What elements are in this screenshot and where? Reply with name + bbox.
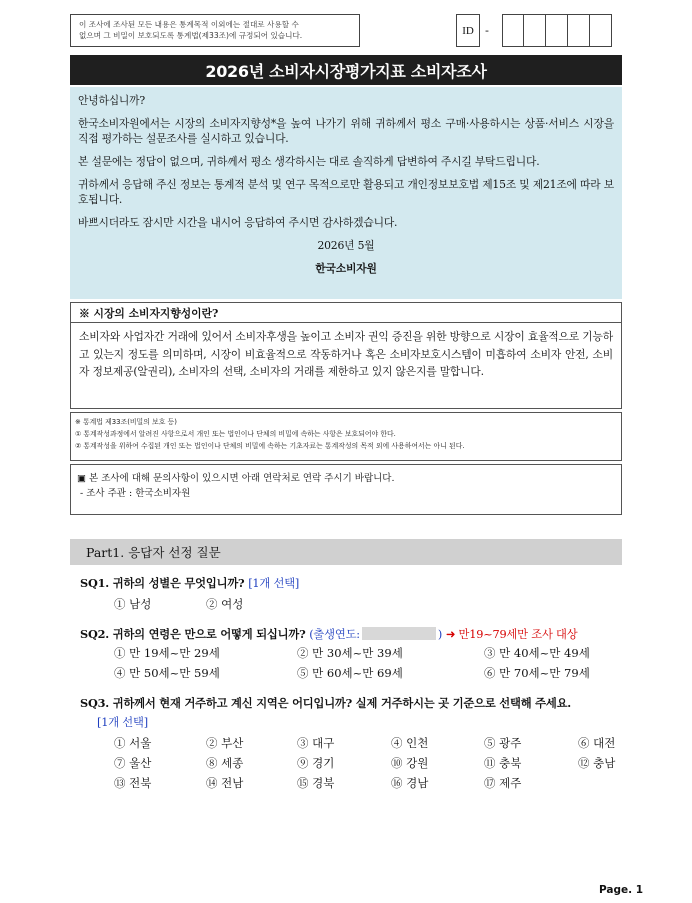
sq3-option[interactable]: ⑰ 제주 [484, 776, 522, 790]
sq2-option[interactable]: ⑤ 만 60세~만 69세 [297, 666, 403, 680]
id-input-boxes[interactable] [502, 14, 612, 47]
sq3-option[interactable]: ⑮ 경북 [297, 776, 335, 790]
contact-box [70, 464, 622, 515]
definition-title: ※ 시장의 소비자지향성이란? [71, 303, 621, 323]
law-line-1: ※ 통계법 제33조(비밀의 보호 등) [75, 418, 177, 426]
sq2-option[interactable]: ③ 만 40세~만 49세 [484, 646, 590, 660]
notice-line-1: 이 조사에 조사된 모든 내용은 통계목적 이외에는 절대로 사용할 수 [79, 20, 299, 29]
intro-para-4: 바쁘시더라도 잠시만 시간을 내시어 응답하여 주시면 감사하겠습니다. [78, 216, 398, 229]
part1-header: Part1. 응답자 선정 질문 [70, 539, 622, 565]
id-label: ID [456, 14, 480, 47]
sq3-option[interactable]: ⑭ 전남 [206, 776, 244, 790]
sq2-birth-label: (출생연도: [309, 628, 360, 641]
intro-para-1: 한국소비자원에서는 시장의 소비자지향성*을 높여 나가기 위해 귀하께서 평소 구매·사용하시는 상품·서비스 시장을 직접 평가하는 설문조사를 실시하고 있습니다. [78, 117, 614, 145]
contact-line-2: - 조사 주관 : 한국소비자원 [77, 488, 191, 499]
sq2-condition: ➜ 만19~79세만 조사 대상 [445, 628, 578, 641]
sq3-option[interactable]: ① 서울 [114, 736, 152, 750]
sq2-option[interactable]: ② 만 30세~만 39세 [297, 646, 403, 660]
law-line-2: ① 통계작성과정에서 알려진 사항으로서 개인 또는 법인이나 단체의 비밀에 속하는 사항은 보호되어야 한다. [75, 430, 396, 438]
definition-box [70, 302, 622, 409]
intro-section [70, 87, 622, 299]
sq3-option[interactable]: ⑨ 경기 [297, 756, 335, 770]
page-number: Page. 1 [599, 884, 644, 896]
intro-greeting: 안녕하십니까? [78, 94, 145, 107]
notice-line-2: 없으며 그 비밀이 보호되도록 통계법(제33조)에 규정되어 있습니다. [79, 31, 303, 40]
definition-body: 소비자와 사업자간 거래에 있어서 소비자후생을 높이고 소비자 권익 증진을 위한 방향으로 시장이 효율적으로 기능하고 있는지 정도를 의미하며, 시장이 비효율적으로 작동하거나 혹은 소비자보호시스템이 미흡하여 소비자 안전, 소비자 정보제공(알권리), 소비자의 선택, 소비자의 거래를 제한하고 있지 않은지를 말합니다. [79, 330, 613, 378]
sq3-option[interactable]: ② 부산 [206, 736, 244, 750]
intro-para-2: 본 설문에는 정답이 없으며, 귀하께서 평소 생각하시는 대로 솔직하게 답변하여 주시길 부탁드립니다. [78, 155, 540, 168]
sq3-option[interactable]: ⑦ 울산 [114, 756, 152, 770]
sq3-option[interactable]: ⑪ 충북 [484, 756, 522, 770]
intro-date: 2026년 5월 [317, 239, 375, 252]
sq3-option[interactable]: ③ 대구 [297, 736, 335, 750]
id-digit-box[interactable] [502, 14, 524, 47]
sq1-option-male[interactable]: ① 남성 [114, 597, 152, 611]
intro-org: 한국소비자원 [315, 262, 377, 275]
sq1-note: [1개 선택] [248, 577, 300, 590]
sq3-note: [1개 선택] [97, 716, 148, 729]
sq3-option[interactable]: ⑥ 대전 [578, 736, 616, 750]
sq3-option[interactable]: ④ 인천 [391, 736, 429, 750]
sq3-question: SQ3. 귀하께서 현재 거주하고 계신 지역은 어디입니까? 실제 거주하시는 곳 기준으로 선택해 주세요. [80, 696, 572, 710]
id-digit-box[interactable] [546, 14, 568, 47]
sq1-text: SQ1. 귀하의 성별은 무엇입니까? [80, 576, 245, 590]
id-dash: - [485, 24, 489, 37]
birth-year-field[interactable] [362, 627, 436, 640]
contact-line-1: ▣ 본 조사에 대해 문의사항이 있으시면 아래 연락처로 연락 주시기 바랍니다. [77, 473, 395, 484]
sq2-text: SQ2. 귀하의 연령은 만으로 어떻게 되십니까? [80, 627, 306, 641]
sq3-option[interactable]: ⑬ 전북 [114, 776, 152, 790]
sq2-option[interactable]: ④ 만 50세~만 59세 [114, 666, 220, 680]
sq1-question [80, 575, 299, 591]
id-digit-box[interactable] [568, 14, 590, 47]
sq3-option[interactable]: ⑯ 경남 [391, 776, 429, 790]
law-line-3: ② 통계작성을 위하여 수집된 개인 또는 법인이나 단체의 비밀에 속하는 기초자료는 통계작성의 목적 외에 사용하여서는 아니 된다. [75, 442, 465, 450]
sq1-option-female[interactable]: ② 여성 [206, 597, 244, 611]
statistics-law-box [70, 412, 622, 461]
sq2-question [80, 626, 578, 642]
sq2-option[interactable]: ① 만 19세~만 29세 [114, 646, 220, 660]
sq3-option[interactable]: ⑫ 충남 [578, 756, 616, 770]
sq3-option[interactable]: ⑧ 세종 [206, 756, 244, 770]
sq3-option[interactable]: ⑤ 광주 [484, 736, 522, 750]
id-digit-box[interactable] [590, 14, 612, 47]
sq3-option[interactable]: ⑩ 강원 [391, 756, 429, 770]
confidentiality-notice [70, 14, 360, 47]
survey-title: 2026년 소비자시장평가지표 소비자조사 [70, 55, 622, 85]
intro-para-3: 귀하께서 응답해 주신 정보는 통계적 분석 및 연구 목적으로만 활용되고 개인정보보호법 제15조 및 제21조에 따라 보호됩니다. [78, 178, 614, 206]
sq2-birth-close: ) [437, 628, 443, 641]
id-digit-box[interactable] [524, 14, 546, 47]
sq2-option[interactable]: ⑥ 만 70세~만 79세 [484, 666, 590, 680]
